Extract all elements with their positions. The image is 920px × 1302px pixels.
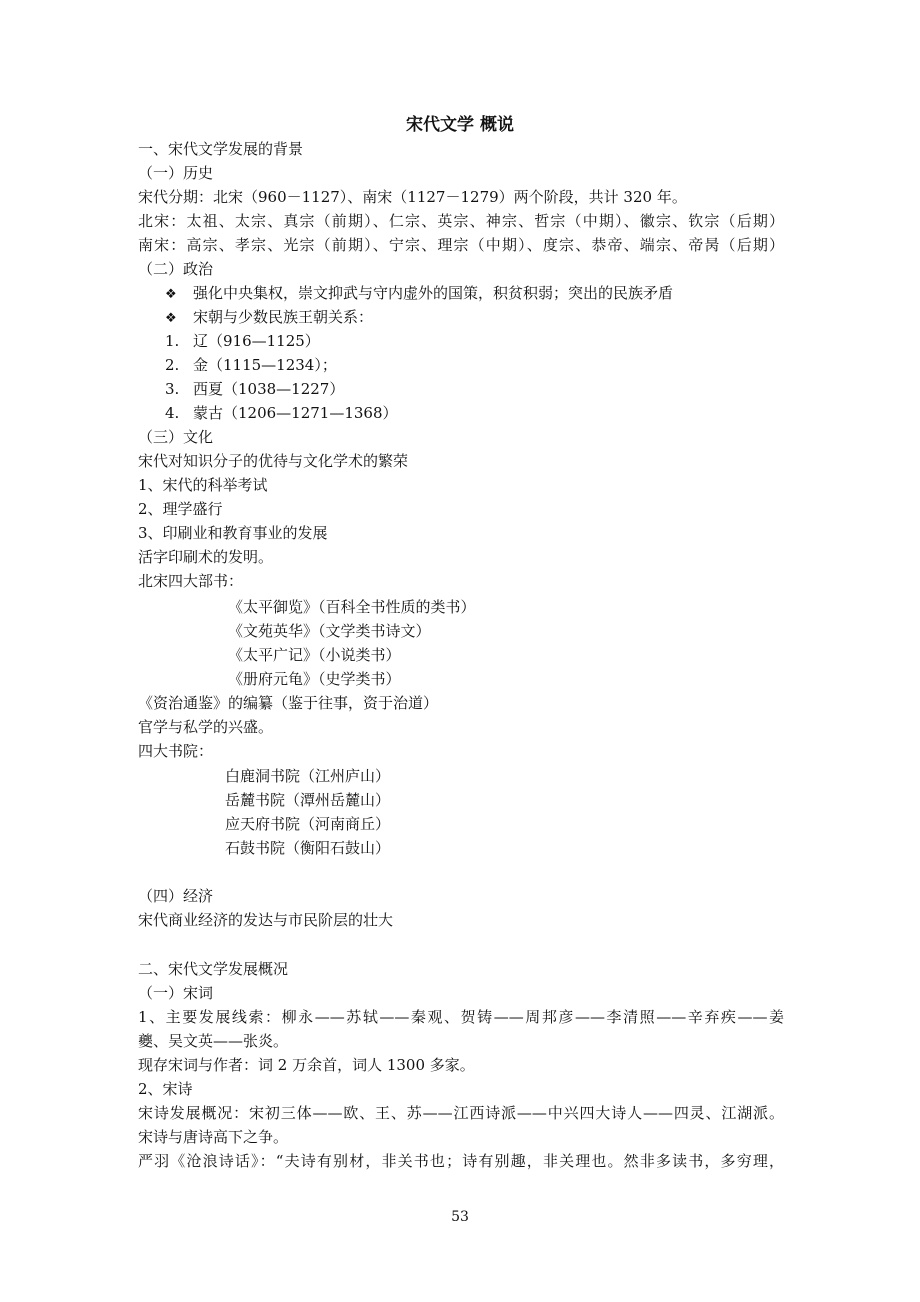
subheading-culture: （三）文化 — [138, 428, 214, 446]
subheading-shi: 2、宋诗 — [138, 1080, 193, 1098]
paragraph-southern-song: 南宋：高宗、孝宗、光宗（前期）、宁宗、理宗（中期）、度宗、恭帝、端宗、帝昺（后期） — [138, 236, 784, 254]
subheading-economy: （四）经济 — [138, 887, 214, 905]
subheading-history: （一）历史 — [138, 164, 214, 182]
list-item — [165, 329, 320, 353]
paragraph-canglang: 严羽《沧浪诗话》：“夫诗有别材，非关书也；诗有别趣，非关理也。然非多读书，多穷理， — [138, 1152, 784, 1170]
list-item — [165, 401, 398, 425]
bullet-text: 强化中央集权，崇文抑武与守内虚外的国策，积贫积弱；突出的民族矛盾 — [193, 284, 674, 302]
academy-item: 白鹿洞书院（江州庐山） — [225, 767, 391, 785]
page-title: 宋代文学 概说 — [406, 115, 514, 135]
book-item: 《文苑英华》（文学类书诗文） — [228, 622, 431, 640]
list-number: 4. — [165, 404, 180, 422]
text-line: 2、理学盛行 — [138, 500, 223, 518]
text-line: 活字印刷术的发明。 — [138, 548, 274, 566]
academy-item: 应天府书院（河南商丘） — [225, 815, 391, 833]
subheading-politics: （二）政治 — [138, 260, 214, 278]
paragraph-shi-overview: 宋诗发展概况：宋初三体——欧、王、苏——江西诗派——中兴四大诗人——四灵、江湖派。 — [138, 1104, 784, 1122]
paragraph-periods: 宋代分期：北宋（960－1127）、南宋（1127－1279）两个阶段，共计 320 年。 — [138, 188, 687, 206]
academy-item: 石鼓书院（衡阳石鼓山） — [225, 839, 391, 857]
paragraph-northern-song: 北宋：太祖、太宗、真宗（前期）、仁宗、英宗、神宗、哲宗（中期）、徽宗、钦宗（后期） — [138, 212, 784, 230]
diamond-bullet-icon: ❖ — [165, 311, 177, 326]
text-line: 宋代对知识分子的优待与文化学术的繁荣 — [138, 452, 409, 470]
diamond-bullet-icon: ❖ — [165, 287, 177, 302]
text-line: 《资治通鉴》的编纂（鉴于往事，资于治道） — [138, 694, 439, 712]
list-text: 西夏（1038—1227） — [193, 380, 345, 398]
bullet-item — [165, 281, 673, 307]
list-item — [165, 377, 344, 401]
text-line: 现存宋词与作者：词 2 万余首，词人 1300 多家。 — [138, 1056, 475, 1074]
text-line: 官学与私学的兴盛。 — [138, 718, 274, 736]
paragraph-ci-lineage-cont: 夔、吴文英——张炎。 — [138, 1032, 289, 1050]
section-heading-1: 一、宋代文学发展的背景 — [138, 140, 304, 158]
book-item: 《册府元龟》（史学类书） — [228, 670, 401, 688]
book-item: 《太平广记》（小说类书） — [228, 646, 401, 664]
text-line: 四大书院： — [138, 742, 214, 760]
section-heading-2: 二、宋代文学发展概况 — [138, 960, 289, 978]
bullet-text: 宋朝与少数民族王朝关系： — [193, 308, 374, 326]
paragraph-ci-lineage: 1、主要发展线索：柳永——苏轼——秦观、贺铸——周邦彦——李清照——辛弃疾——姜 — [138, 1008, 784, 1026]
subheading-ci: （一）宋词 — [138, 984, 214, 1002]
text-line: 宋代商业经济的发达与市民阶层的壮大 — [138, 911, 394, 929]
academy-item: 岳麓书院（潭州岳麓山） — [225, 791, 391, 809]
text-line: 北宋四大部书： — [138, 572, 244, 590]
list-number: 3. — [165, 380, 180, 398]
book-item: 《太平御览》（百科全书性质的类书） — [228, 598, 476, 616]
text-line: 宋诗与唐诗高下之争。 — [138, 1128, 289, 1146]
page-number: 53 — [451, 1209, 469, 1225]
list-number: 1. — [165, 332, 180, 350]
text-line: 1、宋代的科举考试 — [138, 476, 268, 494]
list-number: 2. — [165, 356, 180, 374]
list-item — [165, 353, 337, 377]
list-text: 辽（916—1125） — [193, 332, 320, 350]
text-line: 3、印刷业和教育事业的发展 — [138, 524, 328, 542]
list-text: 蒙古（1206—1271—1368） — [193, 404, 398, 422]
list-text: 金（1115—1234）； — [193, 356, 337, 374]
bullet-item — [165, 305, 373, 331]
